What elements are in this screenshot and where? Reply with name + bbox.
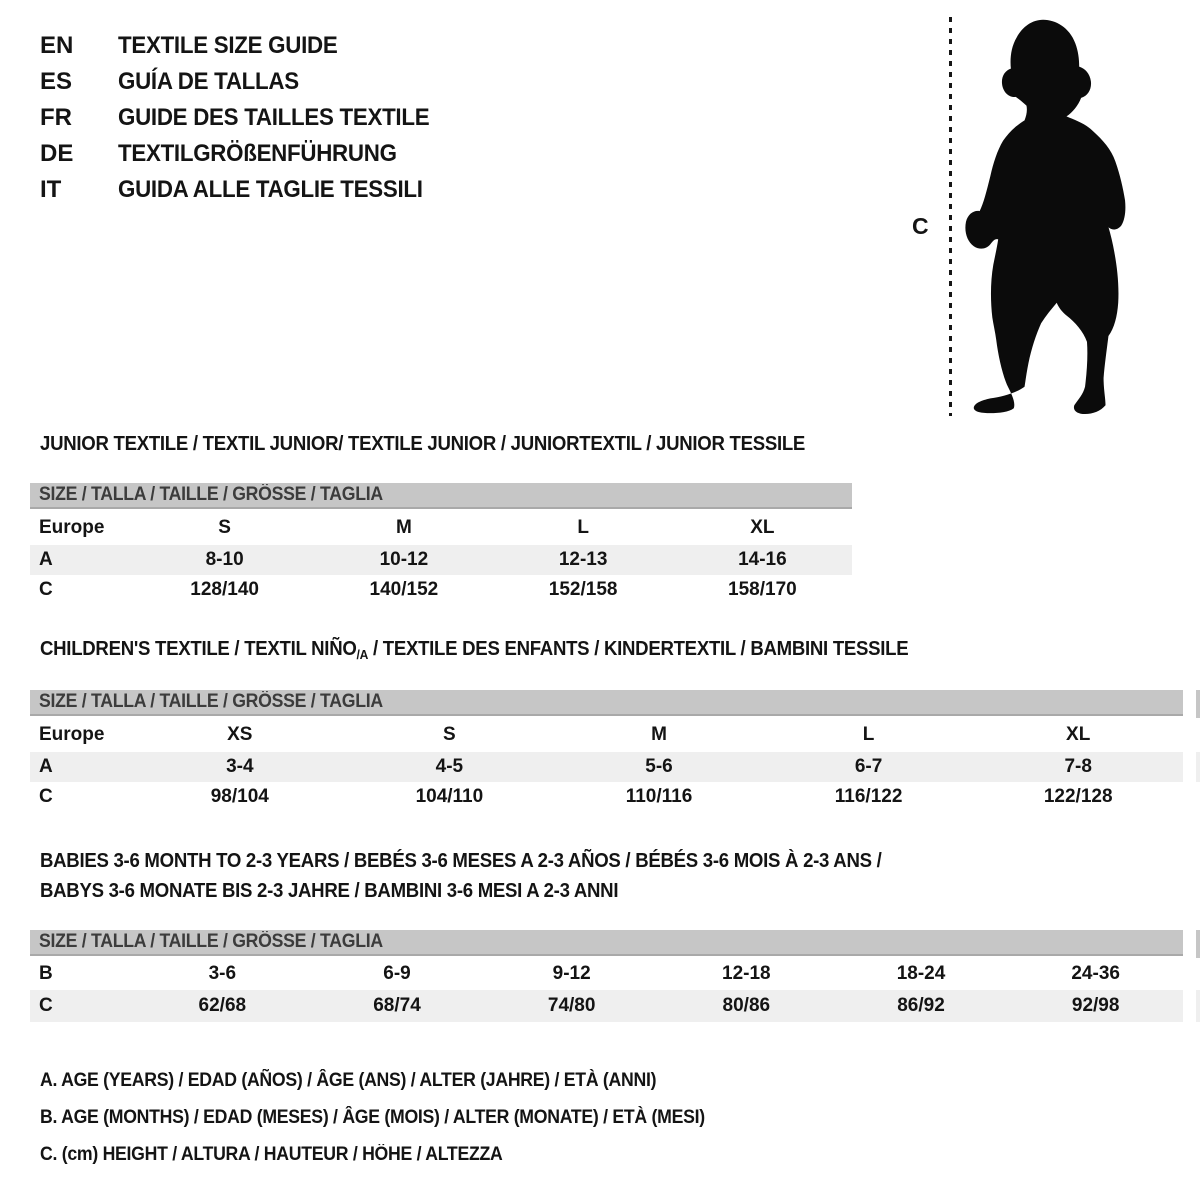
size-cell: L	[862, 724, 875, 745]
value-cell: 68/74	[373, 995, 421, 1016]
children-table-header-row	[30, 718, 1183, 752]
value-cell: 110/116	[625, 786, 693, 807]
babies-title-line1: BABIES 3-6 MONTH TO 2-3 YEARS / BEBÉS 3-6 MESES A 2-3 AÑOS / BÉBÉS 3-6 MOIS À 2-3 ANS /	[40, 850, 882, 872]
babies-section-title	[40, 846, 945, 906]
footnotes	[40, 1062, 755, 1173]
value-cell: 8-10	[205, 549, 244, 570]
size-cell: M	[651, 724, 667, 745]
children-table-row-c	[30, 782, 1183, 812]
babies-title-line2: BABYS 3-6 MONATE BIS 2-3 JAHRE / BAMBINI 3-6 MESI A 2-3 ANNI	[40, 880, 619, 902]
value-cell: 152/158	[548, 579, 618, 600]
region-label-cell: Europe	[39, 517, 105, 538]
size-cell: M	[395, 517, 412, 538]
size-cell: XS	[227, 724, 253, 745]
children-title-part2: / TEXTILE DES ENFANTS / KINDERTEXTIL / BAMBINI TESSILE	[368, 638, 909, 660]
value-cell: 80/86	[722, 995, 771, 1016]
language-code: EN	[40, 32, 74, 59]
size-bar-text: SIZE / TALLA / TAILLE / GRÖSSE / TAGLIA	[39, 931, 383, 952]
junior-table-header-row	[30, 511, 852, 545]
language-label: GUIDE DES TAILLES TEXTILE	[118, 104, 430, 131]
value-cell: 116/122	[834, 786, 903, 807]
value-cell: 14-16	[738, 549, 787, 570]
language-label: GUÍA DE TALLAS	[118, 68, 299, 95]
row-label-cell: C	[39, 995, 53, 1016]
value-cell: 140/152	[369, 579, 439, 600]
row-label-cell: C	[39, 579, 53, 600]
value-cell: 9-12	[552, 963, 591, 984]
value-cell: 18-24	[896, 963, 946, 984]
region-label-cell: Europe	[39, 724, 105, 745]
value-cell: 104/110	[415, 786, 484, 807]
language-label: GUIDA ALLE TAGLIE TESSILI	[118, 176, 423, 203]
babies-row-edge-sliver	[1196, 990, 1200, 1022]
children-title-part1: CHILDREN'S TEXTILE / TEXTIL NIÑO	[40, 638, 357, 660]
row-label-cell: A	[39, 549, 53, 570]
value-cell: 3-4	[226, 756, 254, 777]
value-cell: 122/128	[1043, 786, 1113, 807]
value-cell: 12-18	[722, 963, 771, 984]
babies-table-row-c	[30, 990, 1183, 1022]
value-cell: 62/68	[198, 995, 247, 1016]
junior-size-header-bar	[30, 483, 852, 509]
size-cell: S	[218, 517, 231, 538]
size-cell: L	[577, 517, 589, 538]
children-section-title-text	[40, 638, 908, 662]
value-cell: 6-7	[854, 756, 883, 777]
footnote-line	[40, 1136, 755, 1173]
row-label-cell: C	[39, 786, 53, 807]
size-cell: XL	[750, 517, 775, 538]
value-cell: 4-5	[435, 756, 464, 777]
language-row	[40, 64, 453, 100]
size-cell: XL	[1066, 724, 1091, 745]
value-cell: 12-13	[558, 549, 608, 570]
junior-table-row-a	[30, 545, 852, 575]
language-label: TEXTILE SIZE GUIDE	[118, 32, 338, 59]
row-label-cell: B	[39, 963, 53, 984]
footnote-a: A. AGE (YEARS) / EDAD (AÑOS) / ÂGE (ANS) / ALTER (JAHRE) / ETÀ (ANNI)	[40, 1069, 657, 1091]
babies-size-header-bar	[30, 930, 1183, 956]
footnote-line	[40, 1062, 755, 1099]
junior-table-row-c	[30, 575, 852, 605]
height-dashed-line	[949, 17, 952, 416]
footnote-line	[40, 1099, 755, 1136]
footnote-b: B. AGE (MONTHS) / EDAD (MESES) / ÂGE (MOIS) / ALTER (MONATE) / ETÀ (MESI)	[40, 1106, 705, 1128]
value-cell: 158/170	[728, 579, 797, 600]
row-label-cell: A	[39, 756, 53, 777]
language-code: DE	[40, 140, 74, 167]
value-cell: 24-36	[1071, 963, 1120, 984]
language-list	[40, 28, 453, 208]
children-title-subscript: /A	[356, 647, 369, 662]
junior-section-title-text: JUNIOR TEXTILE / TEXTIL JUNIOR/ TEXTILE JUNIOR / JUNIORTEXTIL / JUNIOR TESSILE	[40, 433, 806, 455]
value-cell: 6-9	[383, 963, 411, 984]
value-cell: 74/80	[547, 995, 596, 1016]
language-row	[40, 100, 453, 136]
value-cell: 7-8	[1064, 756, 1092, 777]
language-row	[40, 172, 453, 208]
language-row	[40, 28, 453, 64]
junior-section-title	[40, 433, 863, 456]
footnote-c: C. (cm) HEIGHT / ALTURA / HAUTEUR / HÖHE / ALTEZZA	[40, 1143, 503, 1165]
value-cell: 3-6	[208, 963, 237, 984]
value-cell: 5-6	[645, 756, 673, 777]
children-row-edge-sliver	[1196, 752, 1200, 782]
language-code: IT	[40, 176, 62, 203]
babies-bar-edge-sliver	[1196, 930, 1200, 958]
toddler-silhouette-icon	[956, 12, 1136, 416]
size-bar-text: SIZE / TALLA / TAILLE / GRÖSSE / TAGLIA	[39, 691, 383, 712]
language-code: ES	[40, 68, 73, 95]
children-table-row-a	[30, 752, 1183, 782]
children-size-header-bar	[30, 690, 1183, 716]
size-cell: S	[443, 724, 456, 745]
children-section-title	[40, 638, 974, 662]
height-c-label: C	[912, 213, 929, 239]
value-cell: 128/140	[190, 579, 259, 600]
value-cell: 92/98	[1071, 995, 1120, 1016]
language-row	[40, 136, 453, 172]
value-cell: 10-12	[379, 549, 429, 570]
children-bar-edge-sliver	[1196, 690, 1200, 718]
size-bar-text: SIZE / TALLA / TAILLE / GRÖSSE / TAGLIA	[39, 484, 383, 505]
language-label: TEXTILGRÖßENFÜHRUNG	[118, 140, 397, 167]
value-cell: 86/92	[897, 995, 945, 1016]
language-code: FR	[40, 104, 72, 131]
babies-table-row-b	[30, 958, 1183, 990]
value-cell: 98/104	[210, 786, 269, 807]
